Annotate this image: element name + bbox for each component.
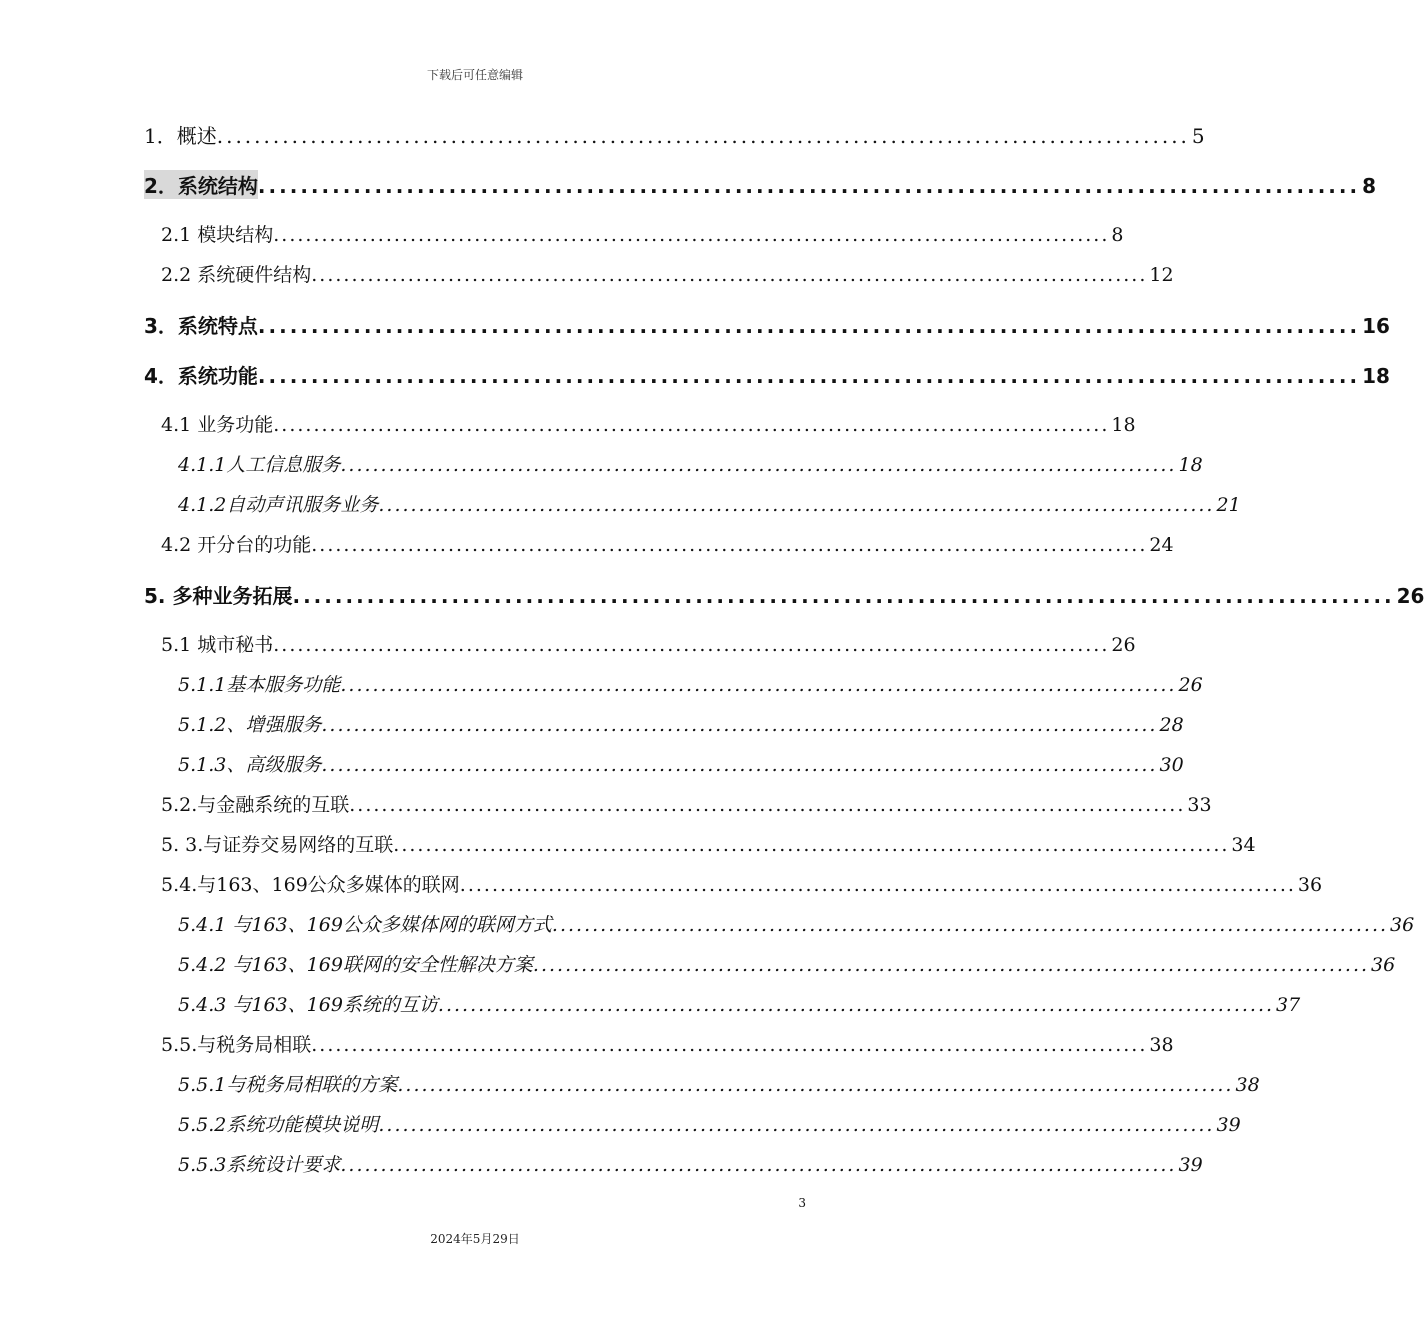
toc-leader: ........................................................................................................	[311, 264, 1148, 286]
toc-leader: ........................................................................................................	[378, 1114, 1215, 1136]
toc-entry-label: 4.2 开分台的功能	[161, 534, 312, 556]
toc-entry[interactable]	[178, 670, 1203, 697]
toc-entry-page: 36	[1390, 914, 1415, 936]
toc-entry-label: 2.1 模块结构	[161, 224, 274, 246]
toc-entry-page: 26	[1178, 674, 1203, 696]
toc-entry-label: 5.1.3、高级服务	[178, 754, 322, 776]
page-header: 下载后可任意编辑	[426, 68, 523, 82]
toc-entry-label: 5.1 城市秘书	[161, 634, 274, 656]
toc-entry-label: 5.5.3系统设计要求	[178, 1154, 341, 1176]
toc-entry[interactable]	[144, 310, 1390, 339]
toc-entry[interactable]	[178, 1110, 1241, 1137]
toc-entry-page: 37	[1276, 994, 1301, 1016]
toc-entry-label: 2．系统结构	[144, 170, 258, 199]
toc-entry[interactable]	[178, 910, 1415, 937]
toc-entry-page: 18	[1111, 414, 1136, 436]
toc-leader: ........................................................................................................	[340, 1154, 1177, 1176]
toc-leader: ........................................................................................................	[273, 414, 1110, 436]
toc-leader: ........................................................................................................	[393, 834, 1230, 856]
toc-leader: ........................................................................................................	[273, 224, 1110, 246]
toc-entry-label: 2.2 系统硬件结构	[161, 264, 312, 286]
toc-entry-label: 5.4.与163、169公众多媒体的联网	[161, 874, 460, 896]
toc-entry[interactable]	[161, 530, 1174, 557]
toc-entry-page: 33	[1187, 794, 1212, 816]
toc-entry-page: 26	[1111, 634, 1136, 656]
toc-entry-label: 4.1 业务功能	[161, 414, 274, 436]
toc-entry-label: 5.2.与金融系统的互联	[161, 794, 350, 816]
toc-entry-label: 5.5.1与税务局相联的方案	[178, 1074, 398, 1096]
toc-entry-label: 1．概述	[144, 124, 217, 148]
toc-entry-label: 5.1.2、增强服务	[178, 714, 322, 736]
toc-leader: ........................................................................................................	[459, 874, 1296, 896]
toc-entry[interactable]	[161, 830, 1256, 857]
toc-entry[interactable]	[161, 870, 1323, 897]
toc-entry-page: 8	[1362, 174, 1376, 198]
toc-entry-page: 36	[1371, 954, 1396, 976]
toc-leader: ........................................................................................................	[257, 314, 1361, 338]
toc-entry-page: 21	[1216, 494, 1241, 516]
toc-entry-page: 36	[1297, 874, 1323, 896]
toc-leader: ........................................................................................................	[321, 754, 1158, 776]
toc-entry-page: 16	[1362, 314, 1390, 338]
toc-leader: ........................................................................................................	[321, 714, 1158, 736]
toc-entry-page: 24	[1149, 534, 1174, 556]
toc-entry-page: 8	[1111, 224, 1124, 246]
toc-leader: ........................................................................................................	[437, 994, 1275, 1016]
toc-entry-label: 5. 多种业务拓展	[144, 584, 293, 608]
toc-leader: ........................................................................................................	[340, 674, 1177, 696]
toc-entry[interactable]	[144, 120, 1205, 149]
page-number: 3	[798, 1196, 806, 1210]
page-footer-date: 2024年5月29日	[430, 1232, 520, 1246]
toc-entry-label: 5. 3.与证券交易网络的互联	[161, 834, 394, 856]
toc-entry-page: 38	[1235, 1074, 1260, 1096]
toc-entry[interactable]	[178, 710, 1184, 737]
toc-entry[interactable]	[178, 950, 1396, 977]
toc-entry-label: 4.1.1人工信息服务	[178, 454, 341, 476]
toc-entry-page: 30	[1159, 754, 1184, 776]
toc-entry-page: 34	[1231, 834, 1256, 856]
toc-entry-label: 5.4.3 与163、169系统的互访	[178, 994, 438, 1016]
toc-leader: ........................................................................................................	[311, 1034, 1148, 1056]
toc-entry-label: 5.4.1 与163、169公众多媒体网的联网方式	[178, 914, 552, 936]
toc-entry-page: 18	[1362, 364, 1390, 388]
toc-entry[interactable]	[178, 750, 1184, 777]
toc-entry-page: 18	[1178, 454, 1203, 476]
toc-entry-label: 4．系统功能	[144, 364, 258, 388]
toc-entry[interactable]	[161, 220, 1124, 247]
toc-entry[interactable]	[161, 260, 1174, 287]
toc-leader: ........................................................................................................	[257, 174, 1361, 198]
toc-entry-label: 5.5.2系统功能模块说明	[178, 1114, 379, 1136]
toc-entry-label: 5.5.与税务局相联	[161, 1034, 312, 1056]
toc-leader: ........................................................................................................	[551, 914, 1389, 936]
toc-entry-page: 38	[1149, 1034, 1174, 1056]
toc-leader: ........................................................................................................	[292, 584, 1395, 608]
toc-leader: ........................................................................................................	[257, 364, 1361, 388]
toc-entry-page: 28	[1159, 714, 1184, 736]
toc-entry-page: 5	[1191, 124, 1205, 148]
toc-entry[interactable]	[144, 360, 1390, 389]
toc-entry[interactable]	[161, 790, 1212, 817]
toc-leader: ........................................................................................................	[216, 124, 1190, 148]
toc-entry[interactable]	[161, 1030, 1174, 1057]
toc-entry[interactable]	[178, 1150, 1203, 1177]
toc-entry[interactable]	[178, 1070, 1260, 1097]
toc-entry-label: 3．系统特点	[144, 314, 258, 338]
toc-entry-label: 4.1.2自动声讯服务业务	[178, 494, 379, 516]
toc-entry-page: 12	[1149, 264, 1174, 286]
toc-entry-page: 39	[1216, 1114, 1241, 1136]
toc-leader: ........................................................................................................	[340, 454, 1177, 476]
toc-entry-label: 5.1.1基本服务功能	[178, 674, 341, 696]
toc-entry-page: 39	[1178, 1154, 1203, 1176]
toc-entry-label: 5.4.2 与163、169联网的安全性解决方案	[178, 954, 533, 976]
toc-entry[interactable]	[161, 410, 1136, 437]
toc-leader: ........................................................................................................	[397, 1074, 1234, 1096]
toc-entry[interactable]	[144, 170, 1376, 199]
toc-leader: ........................................................................................................	[378, 494, 1215, 516]
toc-entry[interactable]	[178, 490, 1241, 517]
toc-leader: ........................................................................................................	[311, 534, 1148, 556]
toc-leader: ........................................................................................................	[532, 954, 1370, 976]
toc-entry[interactable]	[144, 580, 1424, 609]
toc-entry-page: 26	[1396, 584, 1424, 608]
toc-entry[interactable]	[178, 990, 1301, 1017]
toc-entry[interactable]	[178, 450, 1203, 477]
toc-entry[interactable]	[161, 630, 1136, 657]
toc-leader: ........................................................................................................	[349, 794, 1186, 816]
toc-leader: ........................................................................................................	[273, 634, 1110, 656]
